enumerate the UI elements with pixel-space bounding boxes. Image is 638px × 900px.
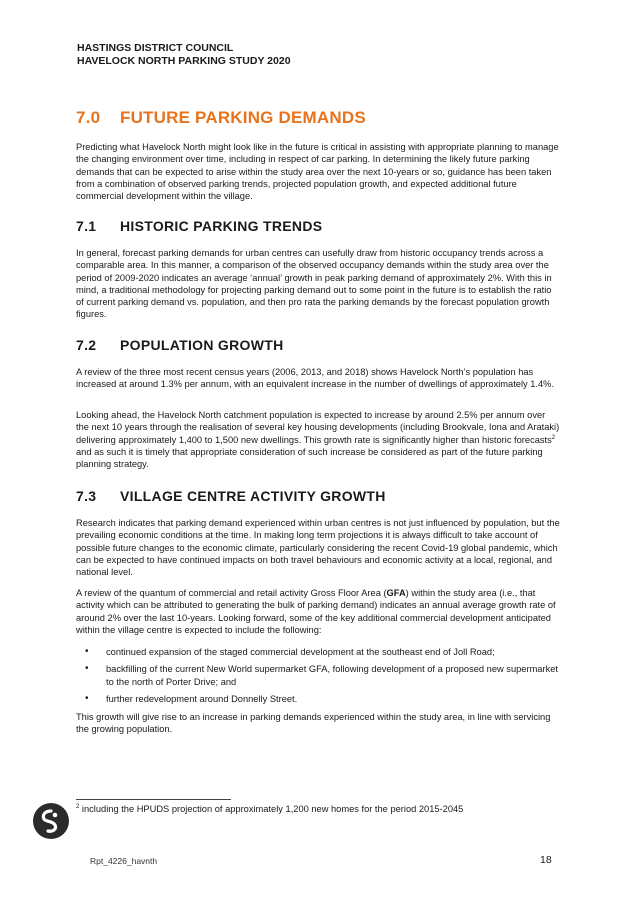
document-header: [77, 42, 291, 67]
gfa-abbreviation: GFA: [386, 588, 406, 598]
subsection-title: HISTORIC PARKING TRENDS: [120, 218, 323, 234]
paragraph-historic-trends: In general, forecast parking demands for urban centres can usefully draw from historic occupancy trends across a comparable area. In this manner, a comparison of the observed occupancy demands within the study area over the period of 2009-2020 indicates an average ‘annual’ growth in peak parking demand of approximately 2%. With this in mind, a traditional methodology for projecting parking demand out to some point in the future is to establish the ratio of current parking demand vs. population, and then pro rata the parking demands by the forecast population growth figures.: [76, 248, 552, 320]
paragraph-text: Looking ahead, the Havelock North catchment population is expected to increase by around 2.5% per annum over the next 10 years through the realisation of several key housing developments (including Brookvale, Iona and Arataki) delivering approximately 1,400 to 1,500 new dwellings. This growth rate is significantly higher than historic forecasts: [76, 410, 560, 445]
paragraph-text: and as such it is timely that appropriate consideration of such increase be considered as part of the future parking planning strategy.: [76, 446, 543, 470]
paragraph-census-review: A review of the three most recent census years (2006, 2013, and 2018) shows Havelock North’s population has increased at around 1.3% per annum, with an equivalent increase in the number of dwellings of approximately 1.4%.: [76, 367, 555, 390]
footnote-divider: [76, 799, 231, 800]
list-item-text: further redevelopment around Donnelly Street.: [106, 693, 298, 704]
report-reference: Rpt_4226_havnth: [90, 856, 158, 866]
subsection-heading-7-3: [76, 488, 386, 504]
subsection-heading-7-1: [76, 218, 322, 234]
section-intro: Predicting what Havelock North might look like in the future is critical in assisting with appropriate planning to manage the changing environment over time, including in respect of car parking. In determining the likely future parking demands that can be expected to arise within the study area over the next 10-years or so, guidance has been taken from a combination of observed parking trends, projected population growth, and expected additional future commercial development within the village.: [76, 142, 559, 202]
paragraph-gfa-review: [76, 587, 560, 636]
footnote-mark: 2: [76, 803, 80, 810]
footnote-text: including the HPUDS projection of approximately 1,200 new homes for the period 2015-2045: [79, 804, 464, 814]
bullet-icon: •: [85, 663, 89, 675]
list-item: [76, 646, 560, 658]
section-number: 7.0: [76, 108, 101, 127]
bullet-icon: •: [85, 692, 89, 704]
section-title: FUTURE PARKING DEMANDS: [120, 108, 366, 127]
paragraph-text: ) within the study area (i.e., that activity which can be attributed to generating the bulk of parking demand) indicates an annual average growth rate of around 2% over the last 10-years. Looking forward, some of the key additional commercial development anticipated within the village centre is expected to include the following:: [76, 588, 556, 635]
logo-mark-icon: [33, 803, 69, 839]
footnote: [76, 804, 463, 814]
list-item-text: backfilling of the current New World supermarket GFA, following development of a proposed new supermarket to the north of Porter Drive; and: [106, 664, 558, 687]
section-heading: [76, 108, 366, 128]
bullet-icon: •: [85, 646, 89, 657]
subsection-number: 7.3: [76, 488, 97, 504]
development-bullet-list: [76, 646, 560, 710]
subsection-title: VILLAGE CENTRE ACTIVITY GROWTH: [120, 488, 386, 504]
list-item: [76, 663, 560, 688]
list-item: [76, 693, 560, 705]
list-item-text: continued expansion of the staged commercial development at the southeast end of Joll Road;: [106, 647, 495, 657]
page-number: 18: [540, 854, 552, 866]
header-report-title: HAVELOCK NORTH PARKING STUDY 2020: [77, 54, 291, 67]
subsection-number: 7.2: [76, 337, 97, 353]
paragraph-text: A review of the quantum of commercial and retail activity Gross Floor Area (: [76, 588, 387, 598]
subsection-title: POPULATION GROWTH: [120, 337, 284, 353]
subsection-number: 7.1: [76, 218, 97, 234]
company-logo-icon: [33, 803, 69, 839]
paragraph-economic-conditions: Research indicates that parking demand experienced within urban centres is not just influenced by population, but the prevailing economic conditions at the time. In making long term projections it is always difficult to take account of possible future changes to the economic climate, particularly considering the recent Covid-19 global pandemic, which can be expected to have continued impacts on both travel behaviours and economic activity at a local, regional, and national level.: [76, 518, 560, 578]
footnote-reference[interactable]: 2: [551, 434, 556, 441]
subsection-heading-7-2: [76, 337, 284, 353]
paragraph-population-outlook: [76, 409, 560, 470]
header-org: HASTINGS DISTRICT COUNCIL: [77, 42, 234, 54]
paragraph-growth-conclusion: This growth will give rise to an increase in parking demands experienced within the study area, in line with servicing the growing population.: [76, 712, 551, 735]
